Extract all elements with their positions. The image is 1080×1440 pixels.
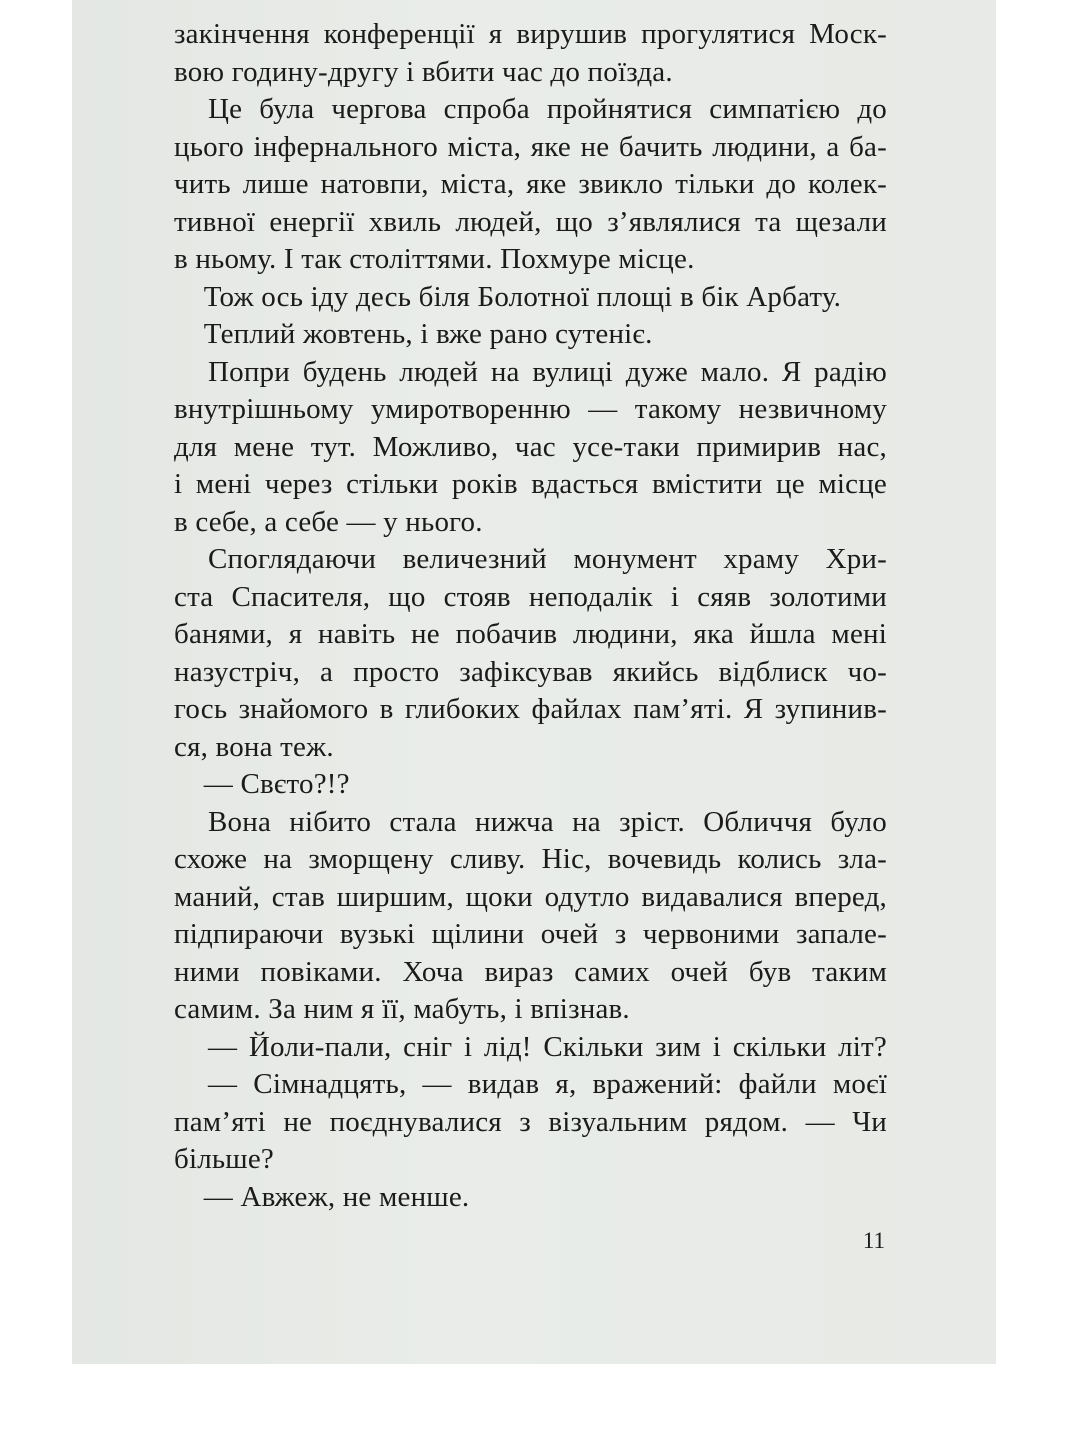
text-line: пам’яті не поєднувалися з візуальним рядом. — Чи [174, 1105, 887, 1138]
text-line: чить лише натовпи, міста, яке звикло тільки до колек- [174, 168, 887, 200]
text-line: Попри будень людей на вулиці дуже мало. Я радію [208, 355, 887, 388]
text-line: Вона нібито стала нижча на зріст. Обличчя було [208, 805, 887, 838]
text-line: цього інфернального міста, яке не бачить людини, а ба- [174, 130, 887, 163]
text-line: — Авжеж, не менше. [174, 1180, 470, 1213]
text-line: — Свєто?!? [174, 768, 350, 800]
text-line: ними повіками. Хоча вираз самих очей був таким [174, 955, 887, 988]
text-line: вою годину-другу і вбити час до поїзда. [174, 55, 673, 88]
text-line: Споглядаючи величезний монумент храму Хри- [208, 543, 887, 575]
text-line: внутрішньому умиротворенню — такому незвичному [174, 393, 887, 425]
text-line: — Йоли-пали, сніг і лід! Скільки зим і скільки літ? [208, 1030, 887, 1063]
text-line: в себе, а себе — у нього. [174, 505, 483, 538]
text-line: підпираючи вузькі щілини очей з червоними запале- [174, 918, 887, 950]
text-line: для мене тут. Можливо, час усе-таки примирив нас, [174, 430, 887, 463]
text-line: більше? [174, 1143, 274, 1175]
text-line: маний, став ширшим, щоки одутло видавалися вперед, [174, 880, 887, 913]
text-line: закінчення конференції я вирушив прогулятися Моск- [174, 18, 887, 50]
text-line: Тож ось іду десь біля Болотної площі в бік Арбату. [174, 280, 842, 313]
text-line: гось знайомого в глибоких файлах пам’яті. Я зупинив- [174, 693, 887, 725]
text-line: в ньому. І так століттями. Похмуре місце. [174, 243, 695, 275]
book-page [72, 0, 996, 1364]
text-line: — Сімнадцять, — видав я, вражений: файли моєї [208, 1068, 887, 1100]
text-line: самим. За ним я її, мабуть, і впізнав. [174, 993, 630, 1025]
text-line: назустріч, а просто зафіксував якийсь відблиск чо- [174, 655, 887, 688]
text-line: і мені через стільки років вдасться вмістити це місце [174, 468, 887, 500]
text-line: ся, вона теж. [174, 730, 334, 763]
page-number: 11 [862, 1228, 885, 1253]
text-line: тивної енергії хвиль людей, що з’являлися та щезали [174, 205, 887, 238]
text-line: Це була чергова спроба пройнятися симпатією до [208, 93, 887, 125]
text-line: схоже на зморщену сливу. Ніс, вочевидь колись зла- [174, 843, 887, 875]
text-line: Теплий жовтень, і вже рано сутеніє. [174, 318, 653, 350]
text-line: ста Спасителя, що стояв неподалік і сяяв золотими [174, 580, 887, 613]
body-text [174, 16, 887, 1216]
text-line: банями, я навіть не побачив людини, яка йшла мені [174, 618, 887, 650]
